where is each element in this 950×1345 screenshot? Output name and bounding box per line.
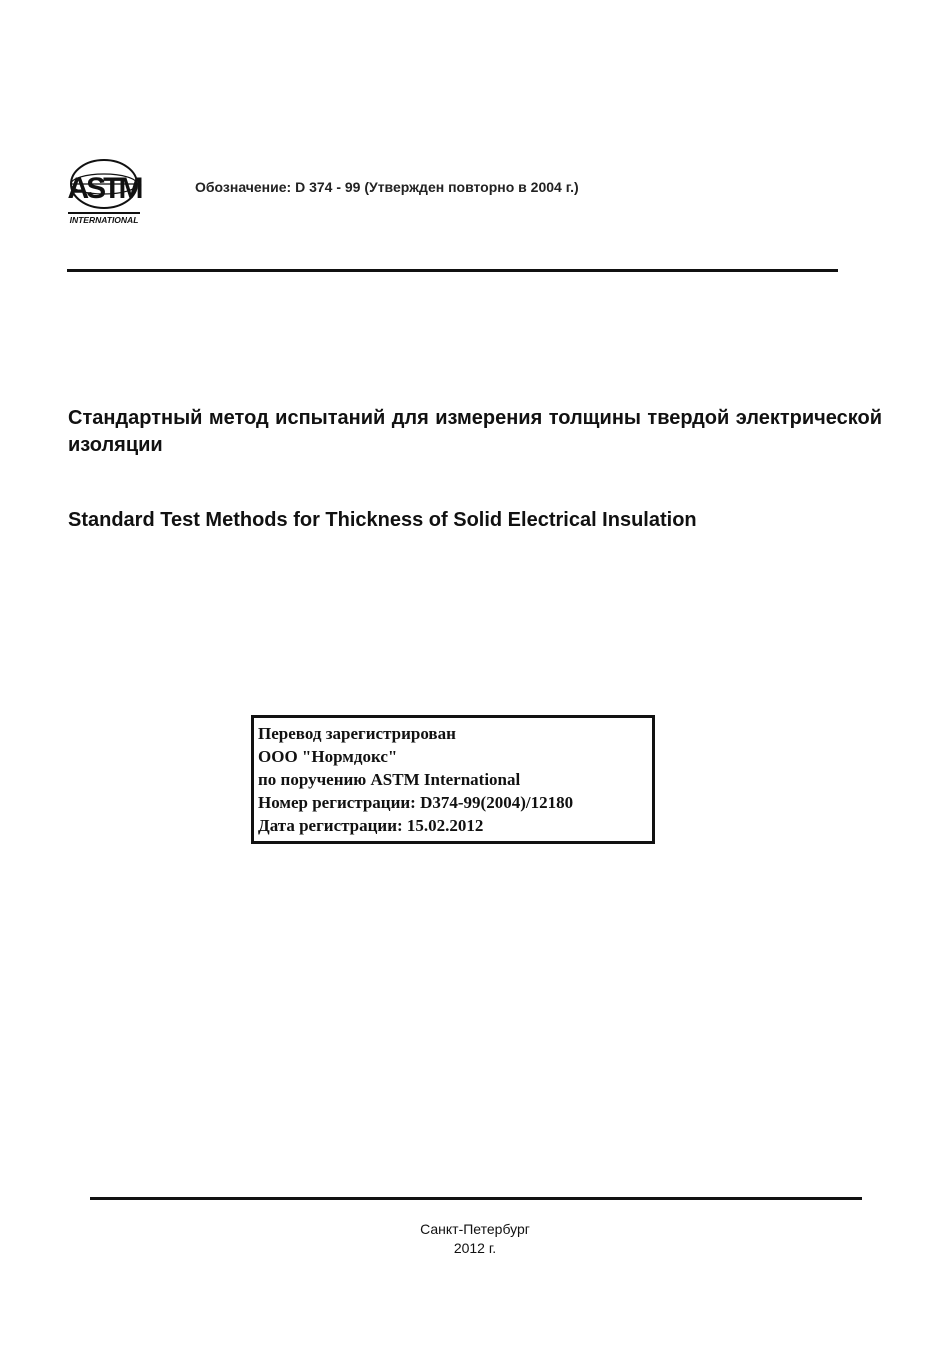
registration-line: Дата регистрации: 15.02.2012 [258,816,484,835]
astm-international-logo [66,158,144,228]
registration-line: Перевод зарегистрирован [258,724,456,743]
footer-city: Санкт-Петербург [420,1221,530,1237]
footer-year: 2012 г. [453,1240,497,1256]
document-title-english: Standard Test Methods for Thickness of Solid Electrical Insulation [68,509,697,531]
document-title-russian: Стандартный метод испытаний для измерения толщины твердой электрической изоляции [68,407,882,456]
svg-text:ASTM: ASTM [67,172,141,205]
header-divider [67,269,838,272]
svg-text:INTERNATIONAL: INTERNATIONAL [69,215,139,225]
footer [0,1220,950,1258]
registration-line: Номер регистрации: D374-99(2004)/12180 [258,793,574,812]
registration-stamp-box [251,715,655,844]
footer-divider [90,1197,862,1200]
registration-line: по поручению ASTM International [258,770,521,789]
registration-line: ООО "Нормдокс" [258,747,398,766]
document-designation: Обозначение: D 374 - 99 (Утвержден повторно в 2004 г.) [195,179,579,195]
